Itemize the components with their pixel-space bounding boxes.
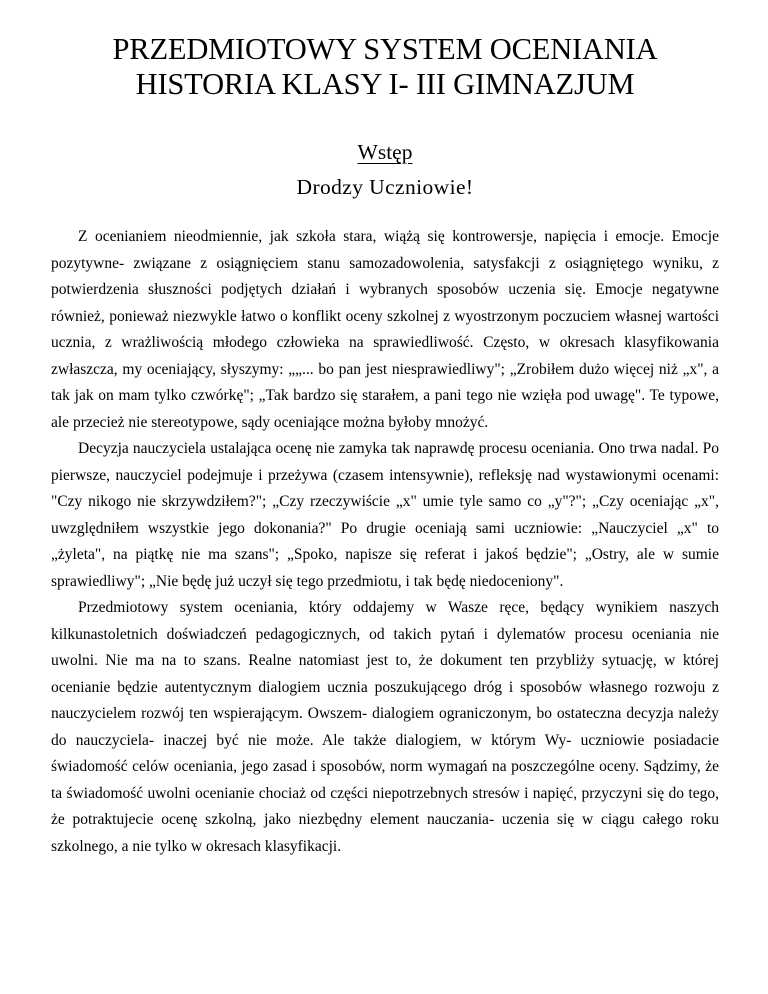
greeting-heading: Drodzy Uczniowie! [296, 175, 474, 199]
document-page [51, 0, 719, 860]
title-line-2: HISTORIA KLASY I- III GIMNAZJUM [135, 67, 635, 101]
paragraph-2: Decyzja nauczyciela ustalająca ocenę nie zamyka tak naprawdę procesu oceniania. Ono trwa nadal. Po pierwsze, nauczyciel podejmuje i przeżywa (czasem intensywnie), refleksję nad wystawionymi ocenami: "Czy nikogo nie skrzywdziłem?"; „Czy rzeczywiście „x" umie tyle samo co „y"?"; „Czy oceniając „x", uwzględniłem wszystkie jego dokonania?" Po drugie oceniają sami uczniowie: „Nauczyciel „x" to „żyleta", na piątkę nie ma szans"; „Spoko, napisze się referat i jakoś będzie"; „Ostry, ale w sumie sprawiedliwy"; „Nie będę już uczył się tego przedmiotu, i tak będę niedoceniony". [51, 440, 719, 590]
body-text [51, 224, 719, 860]
paragraph-1: Z ocenianiem nieodmiennie, jak szkoła stara, wiążą się kontrowersje, napięcia i emocje. Emocje pozytywne- związane z osiągnięciem stanu samozadowolenia, satysfakcji z osiągniętego wyniku, z potwierdzenia słuszności podjętych działań i wybranych sposobów uczenia się. Emocje negatywne również, ponieważ niezwykle łatwo o konflikt oceny szkolnej z wyostrzonym poczuciem własnej wartości ucznia, z wrażliwością młodego człowieka na sprawiedliwość. Często, w okresach klasyfikowania zwłaszcza, my oceniający, słyszymy: „„... bo pan jest niesprawiedliwy"; „Zrobiłem dużo więcej niż „x", a tak jak on mam tylko czwórkę"; „Tak bardzo się starałem, a pani tego nie wzięła pod uwagę". Te typowe, ale przecież nie stereotypowe, sądy oceniające można byłoby mnożyć. [51, 228, 719, 431]
section-heading: Wstęp [357, 140, 413, 164]
title-line-1: PRZEDMIOTOWY SYSTEM OCENIANIA [112, 32, 658, 66]
paragraph-3: Przedmiotowy system oceniania, który oddajemy w Wasze ręce, będący wynikiem naszych kilkunastoletnich doświadczeń pedagogicznych, od takich pytań i dylematów procesu oceniania nie uwolni. Nie ma na to szans. Realne natomiast jest to, że dokument ten przybliży sytuację, w której ocenianie będzie autentycznym dialogiem ucznia poszukującego dróg i sposobów własnego rozwoju z nauczycielem rozwój ten wspierającym. Owszem- dialogiem ograniczonym, bo ostateczna decyzja należy do nauczyciela- inaczej być nie może. Ale także dialogiem, w którym Wy- uczniowie posiadacie świadomość celów oceniania, jego zasad i sposobów, norm wymagań na poszczególne oceny. Sądzimy, że ta świadomość uwolni ocenianie chociaż od części niepotrzebnych stresów i napięć, przyczyni się do tego, że potraktujecie ocenę szkolną, jako niezbędny element nauczania- uczenia się w ciągu całego roku szkolnego, a nie tylko w okresach klasyfikacji. [51, 599, 719, 855]
document-title [51, 0, 719, 102]
